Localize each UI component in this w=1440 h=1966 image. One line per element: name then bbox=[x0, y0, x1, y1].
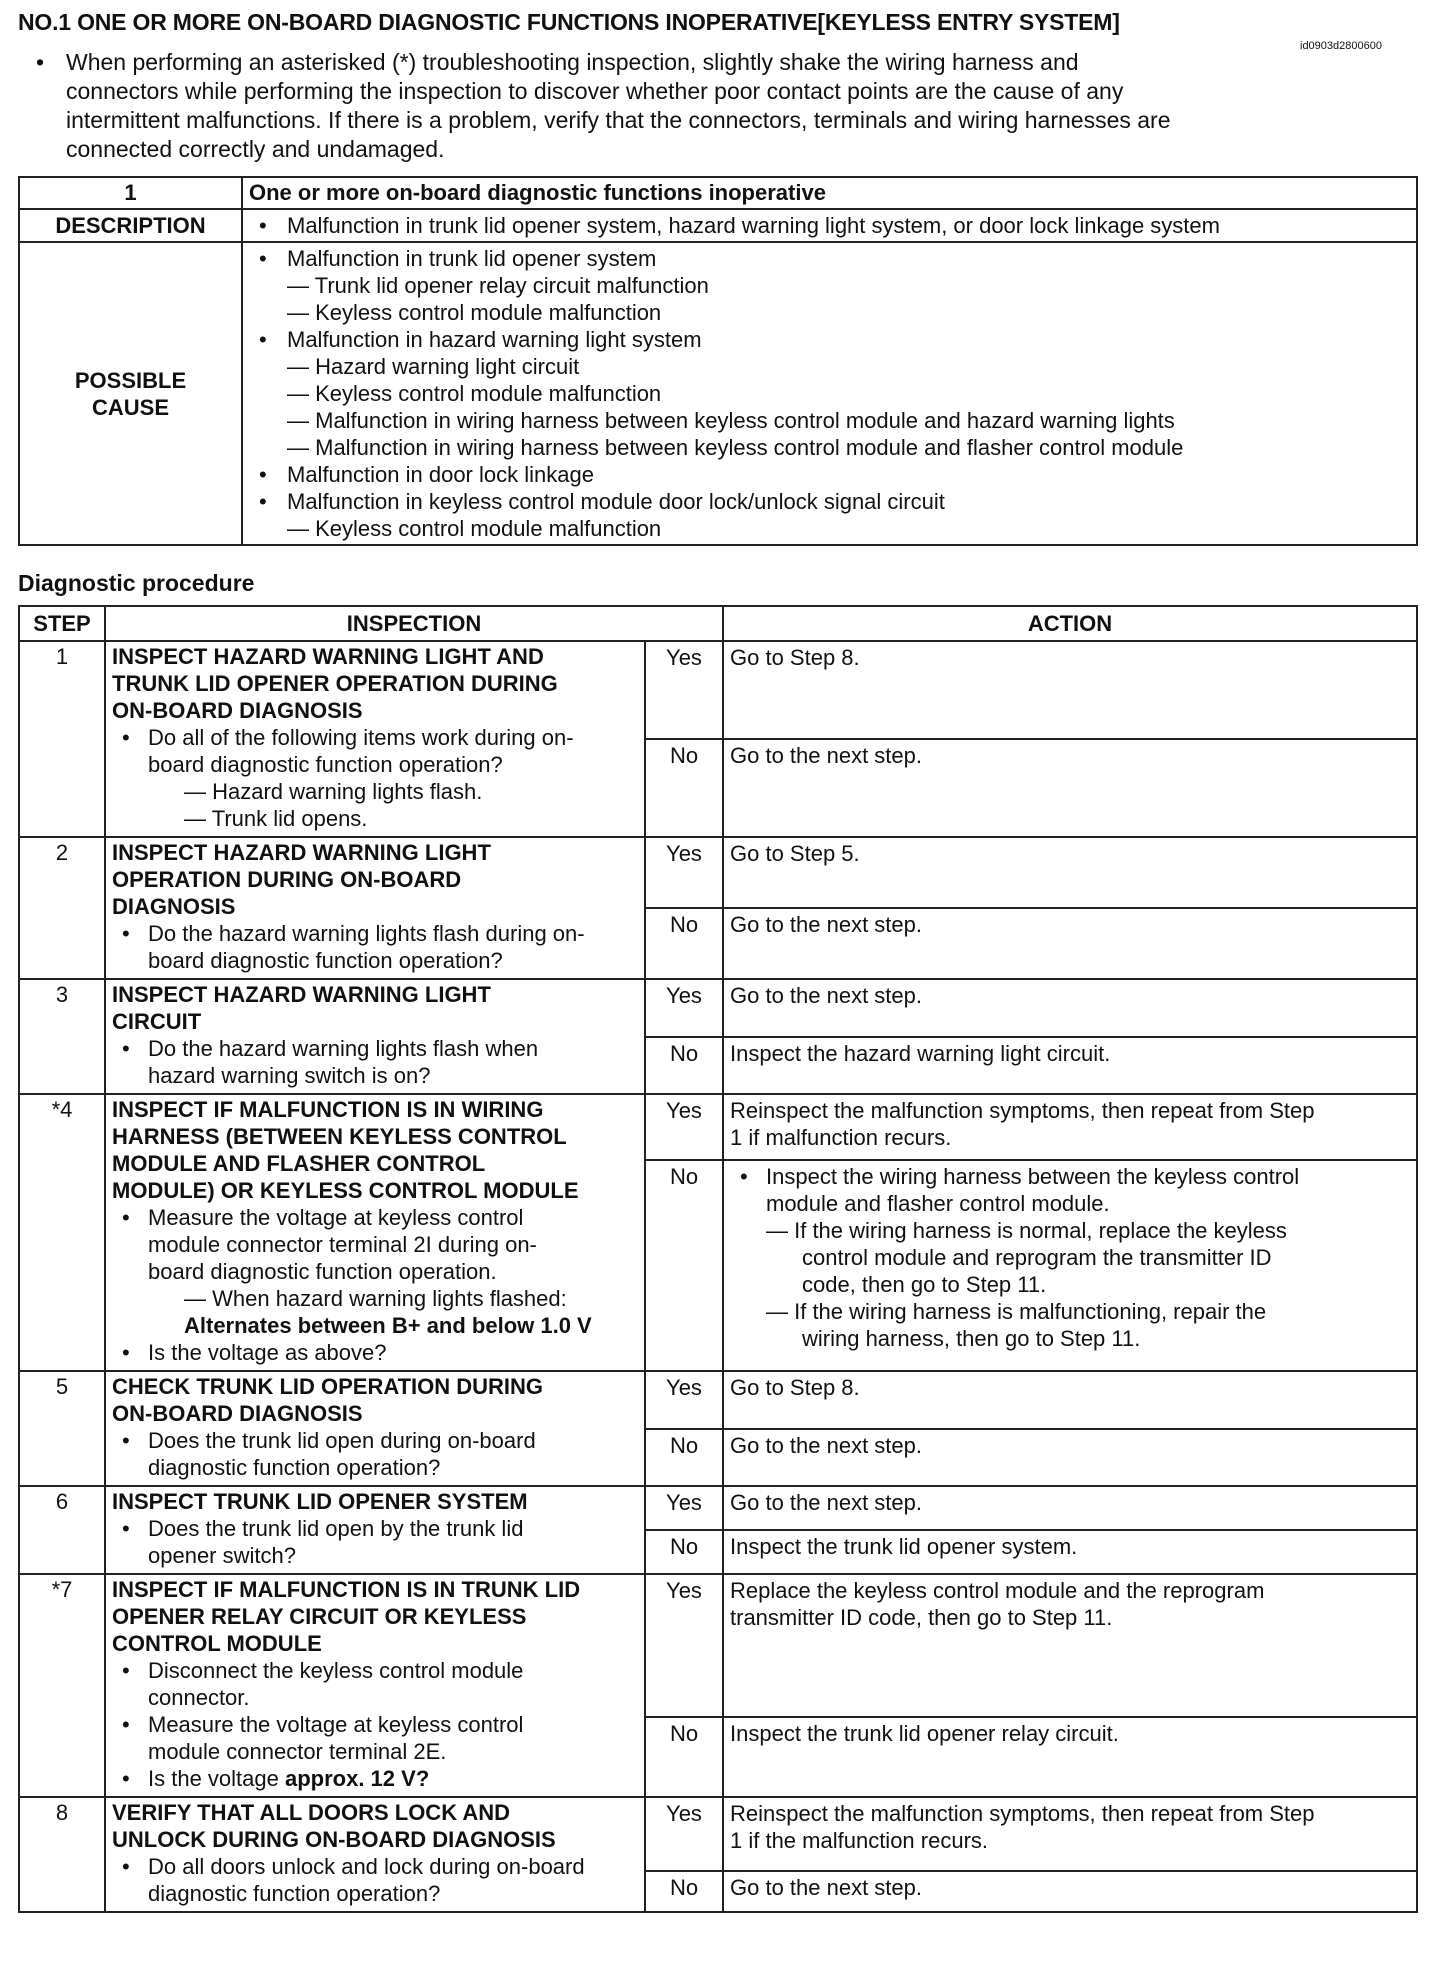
step-number: *7 bbox=[19, 1574, 105, 1797]
no-action: Go to the next step. bbox=[723, 908, 1417, 979]
inspection-bullet: • Is the voltage as above? bbox=[122, 1340, 387, 1365]
inspection-cell bbox=[105, 1486, 645, 1574]
no-action: Go to the next step. bbox=[723, 1429, 1417, 1487]
inspection-bullet: • Disconnect the keyless control module connector. bbox=[122, 1658, 524, 1710]
yes-label: Yes bbox=[645, 1574, 723, 1717]
no-label: No bbox=[645, 1717, 723, 1797]
inspection-title: INSPECT HAZARD WARNING LIGHT OPERATION DURING ON-BOARD DIAGNOSIS bbox=[112, 840, 491, 919]
no-action: Go to the next step. bbox=[723, 1871, 1417, 1913]
possible-cause-cell bbox=[242, 242, 1417, 545]
table-row bbox=[19, 1094, 1417, 1160]
bullet-icon: • bbox=[122, 1766, 130, 1791]
document-page bbox=[18, 8, 1418, 1913]
bullet-icon: • bbox=[740, 1164, 748, 1190]
yes-label: Yes bbox=[645, 837, 723, 908]
inspection-cell bbox=[105, 1371, 645, 1486]
no-label: No bbox=[645, 739, 723, 837]
description-row bbox=[19, 209, 1417, 242]
intro-line: intermittent malfunctions. If there is a problem, verify that the connectors, terminals and wiring harnesses are bbox=[66, 107, 1171, 133]
action-subitem: wiring harness, then go to Step 11. bbox=[802, 1326, 1141, 1352]
table-row bbox=[19, 1486, 1417, 1530]
list-item: • Malfunction in keyless control module door lock/unlock signal circuit bbox=[259, 489, 945, 514]
table-row bbox=[19, 1574, 1417, 1717]
no-action: Go to the next step. bbox=[723, 739, 1417, 837]
bullet-icon: • bbox=[259, 246, 267, 271]
inspection-cell bbox=[105, 1094, 645, 1371]
yes-action: Replace the keyless control module and the reprogram transmitter ID code, then go to Step 11. bbox=[723, 1574, 1417, 1717]
inspection-spec-value: approx. 12 V? bbox=[284, 1766, 430, 1791]
yes-action: Go to the next step. bbox=[723, 979, 1417, 1037]
step-number: 2 bbox=[19, 837, 105, 979]
yes-label: Yes bbox=[645, 641, 723, 739]
intro-line: connectors while performing the inspection to discover whether poor contact points are the cause of any bbox=[66, 78, 1124, 104]
bullet-icon: • bbox=[259, 327, 267, 352]
inspection-spec-value: Alternates between B+ and below 1.0 V bbox=[184, 1313, 592, 1338]
inspection-title: CHECK TRUNK LID OPERATION DURING ON-BOARD DIAGNOSIS bbox=[112, 1374, 544, 1426]
yes-label: Yes bbox=[645, 1371, 723, 1429]
list-subitem: — Malfunction in wiring harness between keyless control module and hazard warning lights bbox=[287, 408, 1175, 433]
list-item: • Malfunction in hazard warning light system bbox=[259, 327, 702, 352]
inspection-bullet: • Do the hazard warning lights flash during on- board diagnostic function operation? bbox=[122, 921, 585, 973]
description-label: DESCRIPTION bbox=[19, 209, 242, 242]
inspection-cell bbox=[105, 641, 645, 837]
intro-line: When performing an asterisked (*) troubleshooting inspection, slightly shake the wiring harness and bbox=[66, 49, 1079, 75]
step-number: 1 bbox=[19, 641, 105, 837]
inspection-cell bbox=[105, 837, 645, 979]
inspection-bullet: • Do the hazard warning lights flash when hazard warning switch is on? bbox=[122, 1036, 539, 1088]
procedure-heading: Diagnostic procedure bbox=[18, 570, 255, 596]
possible-cause-label: POSSIBLE CAUSE bbox=[19, 242, 242, 545]
table-row bbox=[19, 837, 1417, 908]
inspection-bullet: • Measure the voltage at keyless control module connector terminal 2I during on- board diagnostic function operation. bbox=[122, 1205, 537, 1284]
step-number: 6 bbox=[19, 1486, 105, 1574]
bullet-icon: • bbox=[122, 1340, 130, 1365]
column-header-action: ACTION bbox=[723, 606, 1417, 641]
bullet-icon: • bbox=[122, 725, 130, 750]
yes-action: Reinspect the malfunction symptoms, then repeat from Step 1 if the malfunction recurs. bbox=[723, 1797, 1417, 1871]
yes-action: Reinspect the malfunction symptoms, then repeat from Step 1 if malfunction recurs. bbox=[723, 1094, 1417, 1160]
yes-label: Yes bbox=[645, 979, 723, 1037]
bullet-icon: • bbox=[122, 1712, 130, 1737]
bullet-icon: • bbox=[36, 49, 45, 75]
step-number: 3 bbox=[19, 979, 105, 1094]
inspection-bullet: • Do all of the following items work during on- board diagnostic function operation? bbox=[122, 725, 574, 777]
yes-label: Yes bbox=[645, 1486, 723, 1530]
no-label: No bbox=[645, 1530, 723, 1574]
step-number: 5 bbox=[19, 1371, 105, 1486]
list-subitem: — Malfunction in wiring harness between keyless control module and flasher control module bbox=[287, 435, 1184, 460]
bullet-icon: • bbox=[259, 489, 267, 514]
action-subitem: — If the wiring harness is malfunctioning, repair the bbox=[766, 1299, 1267, 1325]
action-bullet: • Inspect the wiring harness between the keyless control module and flasher control module. bbox=[740, 1164, 1300, 1217]
bullet-icon: • bbox=[122, 1854, 130, 1879]
no-label: No bbox=[645, 1037, 723, 1095]
action-subitem: control module and reprogram the transmitter ID bbox=[802, 1245, 1272, 1271]
bullet-icon: • bbox=[122, 1516, 130, 1541]
inspection-bullet: • Is the voltage approx. 12 V? bbox=[122, 1766, 430, 1791]
intro-note bbox=[18, 48, 1418, 164]
symptom-summary-table bbox=[18, 176, 1418, 546]
inspection-title: INSPECT IF MALFUNCTION IS IN TRUNK LID OPENER RELAY CIRCUIT OR KEYLESS CONTROL MODULE bbox=[112, 1577, 581, 1656]
diagnostic-procedure-table bbox=[18, 605, 1418, 1913]
intro-line: connected correctly and undamaged. bbox=[66, 136, 445, 162]
table-row bbox=[19, 1797, 1417, 1871]
table-row bbox=[19, 979, 1417, 1037]
action-subitem: code, then go to Step 11. bbox=[802, 1272, 1047, 1298]
bullet-icon: • bbox=[122, 1658, 130, 1683]
inspection-title: INSPECT HAZARD WARNING LIGHT AND TRUNK LID OPENER OPERATION DURING ON-BOARD DIAGNOSIS bbox=[112, 644, 558, 723]
procedure-header-row bbox=[19, 606, 1417, 641]
no-label: No bbox=[645, 1429, 723, 1487]
bullet-icon: • bbox=[259, 213, 267, 238]
yes-action: Go to the next step. bbox=[723, 1486, 1417, 1530]
inspection-bullet: • Does the trunk lid open during on-board diagnostic function operation? bbox=[122, 1428, 536, 1480]
no-action: Inspect the trunk lid opener relay circuit. bbox=[723, 1717, 1417, 1797]
step-number: *4 bbox=[19, 1094, 105, 1371]
no-label: No bbox=[645, 1871, 723, 1913]
list-subitem: — Keyless control module malfunction bbox=[287, 516, 662, 541]
yes-action: Go to Step 8. bbox=[723, 1371, 1417, 1429]
inspection-cell bbox=[105, 979, 645, 1094]
list-item: • Malfunction in door lock linkage bbox=[259, 462, 594, 487]
table-row bbox=[19, 641, 1417, 739]
column-header-step: STEP bbox=[19, 606, 105, 641]
inspection-subitem: — When hazard warning lights flashed: bbox=[184, 1286, 567, 1311]
page-title bbox=[18, 8, 1418, 52]
inspection-bullet: • Do all doors unlock and lock during on-board diagnostic function operation? bbox=[122, 1854, 585, 1906]
list-subitem: — Keyless control module malfunction bbox=[287, 381, 662, 406]
description-cell bbox=[242, 209, 1417, 242]
table-row bbox=[19, 1371, 1417, 1429]
possible-cause-row bbox=[19, 242, 1417, 545]
column-header-inspection: INSPECTION bbox=[105, 606, 723, 641]
no-action: Inspect the trunk lid opener system. bbox=[723, 1530, 1417, 1574]
no-label: No bbox=[645, 908, 723, 979]
yes-action: Go to Step 8. bbox=[723, 641, 1417, 739]
page-title-text: NO.1 ONE OR MORE ON-BOARD DIAGNOSTIC FUNCTIONS INOPERATIVE[KEYLESS ENTRY SYSTEM] bbox=[18, 9, 1120, 35]
action-subitem: — If the wiring harness is normal, replace the keyless bbox=[766, 1218, 1287, 1244]
inspection-cell bbox=[105, 1797, 645, 1912]
inspection-bullet: • Does the trunk lid open by the trunk lid opener switch? bbox=[122, 1516, 524, 1568]
no-label: No bbox=[645, 1160, 723, 1371]
inspection-bullet: • Measure the voltage at keyless control module connector terminal 2E. bbox=[122, 1712, 524, 1764]
yes-label: Yes bbox=[645, 1797, 723, 1871]
yes-action: Go to Step 5. bbox=[723, 837, 1417, 908]
symptom-number: 1 bbox=[19, 177, 242, 209]
symptom-name: One or more on-board diagnostic functions inoperative bbox=[242, 177, 1417, 209]
no-action bbox=[723, 1160, 1417, 1371]
no-action: Inspect the hazard warning light circuit. bbox=[723, 1037, 1417, 1095]
inspection-cell bbox=[105, 1574, 645, 1797]
list-subitem: — Trunk lid opener relay circuit malfunction bbox=[287, 273, 709, 298]
inspection-title: INSPECT HAZARD WARNING LIGHT CIRCUIT bbox=[112, 982, 491, 1034]
inspection-title: INSPECT TRUNK LID OPENER SYSTEM bbox=[112, 1489, 528, 1514]
inspection-title: INSPECT IF MALFUNCTION IS IN WIRING HARNESS (BETWEEN KEYLESS CONTROL MODULE AND FLASHER CONTROL MODULE) OR KEYLESS CONTROL MODULE bbox=[112, 1097, 579, 1203]
yes-label: Yes bbox=[645, 1094, 723, 1160]
document-id: id0903d2800600 bbox=[1300, 40, 1382, 52]
bullet-icon: • bbox=[259, 462, 267, 487]
bullet-icon: • bbox=[122, 1428, 130, 1453]
step-number: 8 bbox=[19, 1797, 105, 1912]
inspection-title: VERIFY THAT ALL DOORS LOCK AND UNLOCK DURING ON-BOARD DIAGNOSIS bbox=[112, 1800, 556, 1852]
list-subitem: — Keyless control module malfunction bbox=[287, 300, 662, 325]
bullet-icon: • bbox=[122, 1205, 130, 1230]
list-item: • Malfunction in trunk lid opener system bbox=[259, 246, 657, 271]
list-item: • Malfunction in trunk lid opener system, hazard warning light system, or door lock linkage system bbox=[259, 213, 1220, 238]
bullet-icon: • bbox=[122, 921, 130, 946]
inspection-subitem: — Hazard warning lights flash. bbox=[184, 779, 483, 804]
inspection-subitem: — Trunk lid opens. bbox=[184, 806, 368, 831]
list-subitem: — Hazard warning light circuit bbox=[287, 354, 580, 379]
bullet-icon: • bbox=[122, 1036, 130, 1061]
summary-header-row bbox=[19, 177, 1417, 209]
